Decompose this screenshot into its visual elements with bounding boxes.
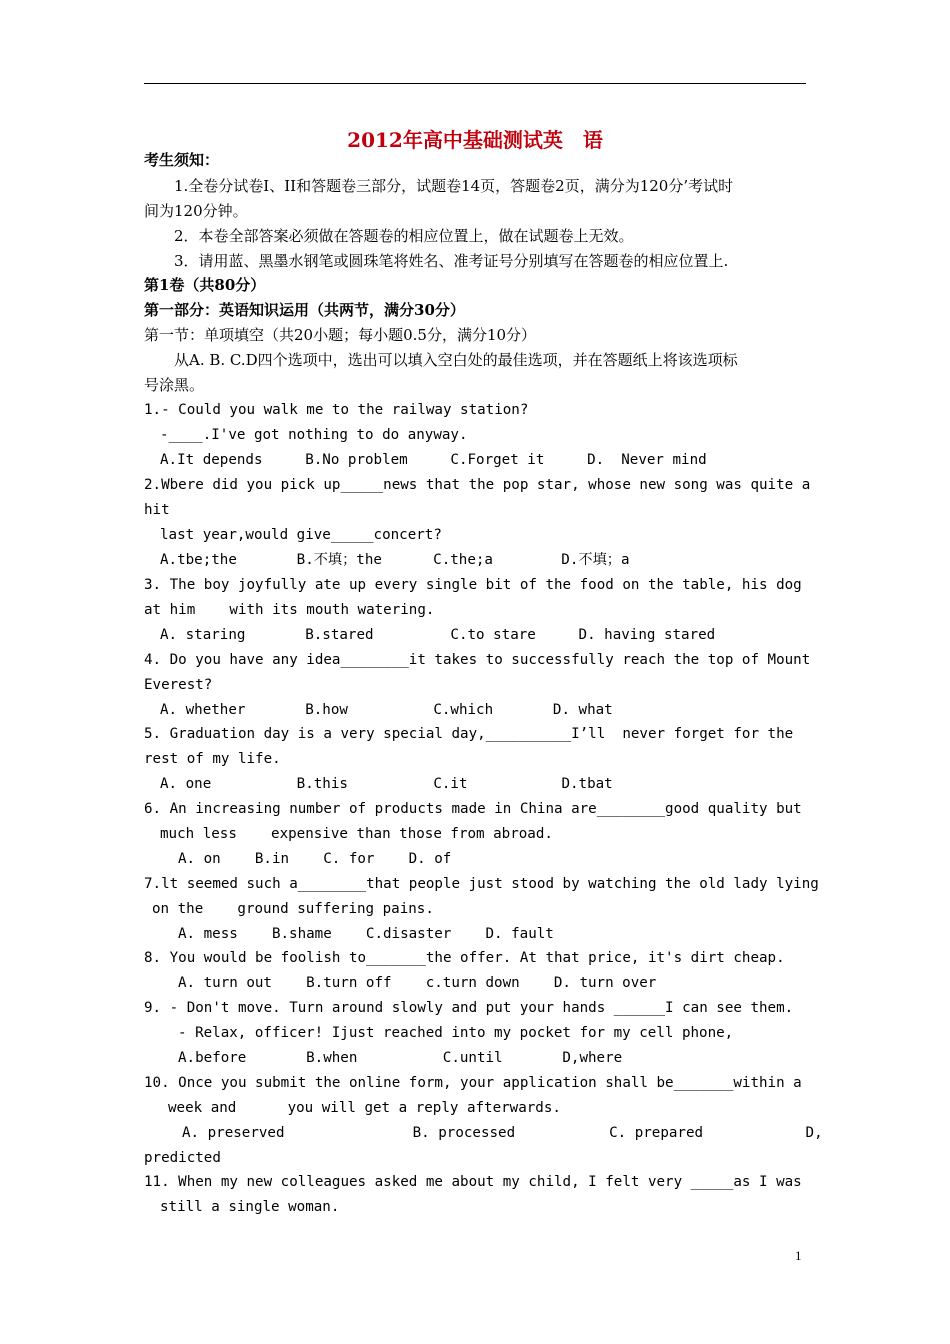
instruction-line: 间为120分钟。: [144, 202, 248, 220]
question-line: 2.Wbere did you pick up_____news that the pop star, whose new song was quite a: [144, 477, 811, 493]
question-line: 10. Once you submit the online form, your application shall be_______within a: [144, 1075, 802, 1091]
question-line: - Relax, officer! Ijust reached into my pocket for my cell phone,: [178, 1025, 734, 1041]
question-line: hit: [144, 502, 170, 518]
page-title: 2012年高中基础测试英 语: [347, 128, 603, 152]
section-heading: 第一节：单项填空（共20小题；每小题0.5分，满分10分）: [144, 326, 537, 344]
question-line: 9. - Don't move. Turn around slowly and put your hands ______I can see them.: [144, 1000, 794, 1016]
question-line: 11. When my new colleagues asked me about my child, I felt very _____as I was: [144, 1174, 802, 1190]
question-line: on the ground suffering pains.: [152, 901, 434, 917]
instruction-line: 1.全卷分试卷I、II和答题卷三部分，试题卷14页，答题卷2页，满分为120分’考试时: [174, 177, 734, 195]
question-options: A. one B.this C.it D.tbat: [160, 776, 613, 792]
question-options: A. preserved B. processed C. prepared D,: [182, 1125, 823, 1141]
volume-heading: 第1卷（共80分）: [144, 276, 266, 294]
question-line: 8. You would be foolish to_______the offer. At that price, it's dirt cheap.: [144, 950, 785, 966]
question-line: still a single woman.: [160, 1199, 340, 1215]
instruction-line: 2．本卷全部答案必须做在答题卷的相应位置上，做在试题卷上无效。: [174, 227, 634, 245]
question-line: much less expensive than those from abroad.: [160, 826, 553, 842]
question-line: 5. Graduation day is a very special day,__________I’ll never forget for the: [144, 726, 794, 742]
question-line: week and you will get a reply afterwards.: [168, 1100, 561, 1116]
question-line: last year,would give_____concert?: [160, 527, 442, 543]
question-line: 7.lt seemed such a________that people just stood by watching the old lady lying: [144, 876, 819, 892]
directions-line: 从A. B. C.D四个选项中，选出可以填入空白处的最佳选项，并在答题纸上将该选项标: [174, 351, 738, 369]
instructions-heading: 考生须知：: [144, 151, 220, 169]
question-options: A.It depends B.No problem C.Forget it D. Never mind: [160, 452, 707, 468]
question-line: -____.I've got nothing to do anyway.: [160, 427, 468, 443]
question-line: 4. Do you have any idea________it takes to successfully reach the top of Mount: [144, 652, 811, 668]
question-options: A. turn out B.turn off c.turn down D. turn over: [178, 975, 657, 991]
question-line: rest of my life.: [144, 751, 281, 767]
question-line: 1.- Could you walk me to the railway station?: [144, 402, 529, 418]
page-number: 1: [795, 1248, 802, 1263]
question-line: 3. The boy joyfully ate up every single bit of the food on the table, his dog: [144, 577, 802, 593]
instruction-line: 3．请用蓝、黑墨水钢笔或圆珠笔将姓名、准考证号分别填写在答题卷的相应位置上.: [174, 252, 729, 270]
question-options: A. whether B.how C.which D. what: [160, 702, 613, 718]
question-options: A. on B.in C. for D. of: [178, 851, 452, 867]
directions-line: 号涂黑。: [144, 376, 205, 394]
question-line: at him with its mouth watering.: [144, 602, 435, 618]
question-line: Everest?: [144, 677, 213, 693]
part-heading: 第一部分：英语知识运用（共两节，满分30分）: [144, 301, 465, 319]
question-options: A. mess B.shame C.disaster D. fault: [178, 926, 554, 942]
question-options: A. staring B.stared C.to stare D. having stared: [160, 627, 716, 643]
question-options: predicted: [144, 1150, 221, 1166]
question-options: A.before B.when C.until D,where: [178, 1050, 623, 1066]
header-rule: [144, 83, 806, 84]
question-options: A.tbe;the B.不填；the C.the;a D.不填；a: [160, 552, 630, 568]
question-line: 6. An increasing number of products made in China are________good quality but: [144, 801, 802, 817]
